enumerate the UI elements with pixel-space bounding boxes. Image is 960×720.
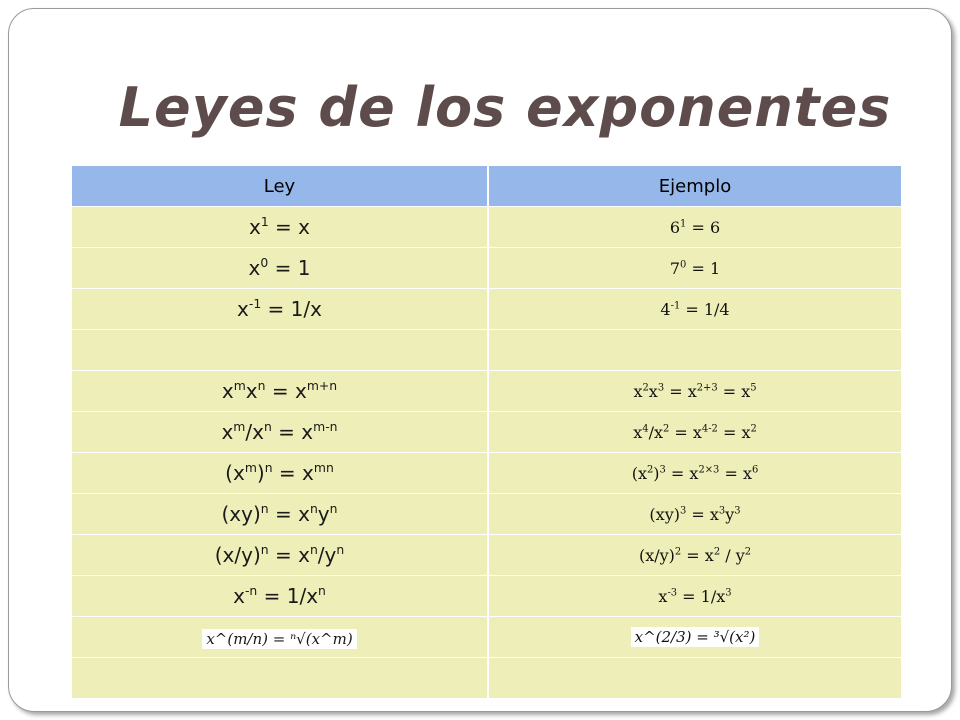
exponent: 6 (751, 464, 759, 476)
formula-text: = x (272, 461, 314, 485)
exponent: m (233, 418, 246, 434)
formula-text: ) (653, 463, 660, 483)
formula-text: = x (719, 463, 752, 483)
exponent: m+n (306, 377, 338, 393)
formula-text: = x (681, 545, 714, 565)
example-cell (488, 494, 902, 535)
formula-text: = x (717, 422, 751, 442)
exponent: 1 (260, 213, 269, 229)
formula-text: (xy) (221, 502, 261, 526)
law-cell (72, 494, 488, 535)
exponent: 3 (657, 382, 665, 394)
formula-text: x (633, 422, 643, 442)
exponent: 2×3 (698, 464, 720, 476)
exponent: n (263, 418, 272, 434)
example-cell (488, 207, 902, 248)
example-cell (488, 371, 902, 412)
exponent: 2 (674, 546, 682, 558)
exponent: 3 (725, 587, 732, 599)
slide-title: Leyes de los exponentes (118, 76, 892, 139)
exponent: 2 (642, 382, 649, 394)
exponent: m-n (313, 418, 338, 434)
exponent: 2 (750, 423, 757, 435)
table-row (72, 248, 902, 289)
exponent: -3 (667, 587, 678, 599)
formula-text: /x (245, 420, 264, 444)
example-cell (488, 658, 902, 699)
formula-text: /y (317, 543, 337, 567)
exponent: 0 (260, 254, 269, 270)
formula-text: = x (271, 420, 314, 444)
formula-text: (x/y) (638, 545, 675, 565)
formula-text: x (658, 586, 668, 606)
exponent: 4-2 (701, 423, 718, 435)
formula-text: x (633, 381, 643, 401)
example-cell (488, 412, 902, 453)
formula-text: (x (631, 463, 647, 483)
formula-text: = x (665, 463, 699, 483)
table-row (72, 617, 902, 658)
law-cell (72, 453, 488, 494)
table-row (72, 535, 902, 576)
example-cell (488, 617, 902, 658)
law-cell (72, 330, 488, 371)
exponent: n (260, 500, 269, 516)
column-header-ejemplo: Ejemplo (488, 166, 902, 207)
exponent: 2+3 (696, 382, 718, 394)
example-formula-image: x^(2/3) = ³√(x²) (631, 627, 760, 647)
law-cell (72, 412, 488, 453)
exponent: 2 (646, 464, 654, 476)
formula-text: = x (268, 543, 310, 567)
exponent: n (309, 500, 318, 516)
exponent: 3 (718, 505, 726, 517)
formula-text: 7 (669, 258, 681, 278)
example-cell (488, 576, 902, 617)
exponent: -n (244, 582, 258, 598)
table-row (72, 207, 902, 248)
exponent: 3 (679, 505, 687, 517)
formula-text: = 6 (686, 217, 721, 237)
formula-text: = 1/x (257, 584, 319, 608)
example-cell (488, 453, 902, 494)
formula-text: /x (648, 422, 663, 442)
exponent: n (257, 377, 266, 393)
exponent: m (244, 459, 257, 475)
law-cell (72, 248, 488, 289)
table-row (72, 330, 902, 371)
law-cell (72, 576, 488, 617)
law-cell (72, 535, 488, 576)
exponent: n (329, 500, 338, 516)
formula-text: x (237, 297, 249, 321)
formula-text: = x (265, 379, 307, 403)
exponent: n (264, 459, 273, 475)
table-header-row (72, 166, 902, 207)
table-row (72, 371, 902, 412)
example-cell (488, 535, 902, 576)
exponent-laws-table (72, 166, 903, 699)
exponent: -1 (670, 300, 681, 312)
formula-text: x (221, 379, 234, 403)
table-row (72, 289, 902, 330)
exponent: mn (313, 459, 334, 475)
formula-text: = x (717, 381, 751, 401)
table-row (72, 576, 902, 617)
formula-text: x (648, 381, 658, 401)
example-cell (488, 248, 902, 289)
formula-text: = x (664, 381, 697, 401)
formula-text: (x/y) (214, 543, 261, 567)
table-row (72, 658, 902, 699)
formula-text: = 1/4 (680, 299, 730, 319)
exponent: 0 (680, 259, 687, 271)
exponent: 1 (680, 218, 687, 230)
exponent: 4 (642, 423, 649, 435)
formula-text: = x (268, 215, 311, 239)
formula-text: = 1/x (261, 297, 322, 321)
exponent: n (309, 541, 318, 557)
formula-text: x (248, 215, 261, 239)
exponent: 2 (662, 423, 670, 435)
law-cell (72, 289, 488, 330)
law-cell (72, 617, 488, 658)
table-row (72, 453, 902, 494)
table-row (72, 412, 902, 453)
formula-text: 6 (669, 217, 681, 237)
table-row (72, 494, 902, 535)
formula-text: = x (268, 502, 310, 526)
exponent: 2 (744, 546, 752, 558)
exponent: n (318, 582, 326, 598)
formula-text: x (248, 256, 261, 280)
formula-text: = x (669, 422, 702, 442)
exponent: n (260, 541, 269, 557)
formula-text: = 1 (268, 256, 311, 280)
exponent: 3 (734, 505, 741, 517)
formula-text: ) (256, 461, 265, 485)
formula-text: x (233, 584, 245, 608)
law-cell (72, 207, 488, 248)
formula-text: = 1 (686, 258, 721, 278)
formula-text: (x (225, 461, 245, 485)
formula-text: x (245, 379, 258, 403)
formula-text: = 1/x (677, 586, 726, 606)
exponent: 2 (713, 546, 721, 558)
column-header-ley: Ley (72, 166, 488, 207)
example-cell (488, 330, 902, 371)
exponent: n (336, 541, 345, 557)
formula-text: (xy) (649, 504, 680, 524)
law-formula-image: x^(m/n) = ⁿ√(x^m) (202, 629, 356, 649)
formula-text: 4 (660, 299, 671, 319)
formula-text: / y (720, 545, 745, 565)
exponent: m (233, 377, 246, 393)
formula-text: = x (686, 504, 719, 524)
exponent: 3 (659, 464, 666, 476)
law-cell (72, 371, 488, 412)
law-cell (72, 658, 488, 699)
exponent: 5 (750, 382, 757, 394)
formula-text: y (317, 502, 330, 526)
exponent: -1 (248, 295, 262, 311)
formula-text: x (221, 420, 234, 444)
formula-text: y (725, 504, 735, 524)
example-cell (488, 289, 902, 330)
